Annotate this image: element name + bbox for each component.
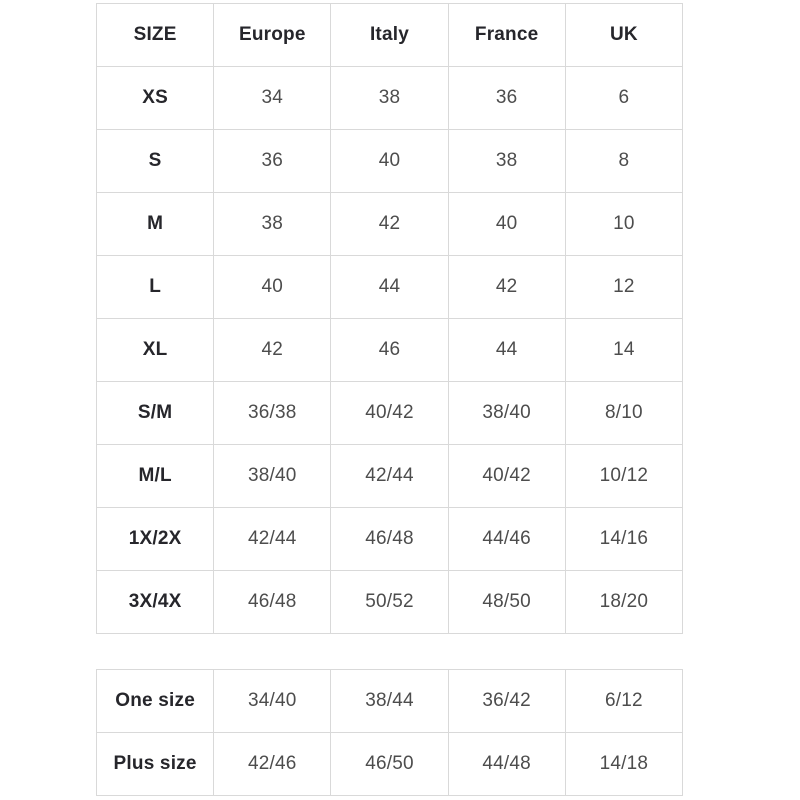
value-cell: 40/42 [331, 382, 448, 445]
table-row [97, 670, 683, 733]
value-cell: 6 [565, 67, 682, 130]
table-row [97, 382, 683, 445]
value-cell: 14/16 [565, 508, 682, 571]
value-cell: 14 [565, 319, 682, 382]
value-cell: 34 [214, 67, 331, 130]
value-cell: 42 [331, 193, 448, 256]
size-label-cell: L [97, 256, 214, 319]
size-label-cell: S/M [97, 382, 214, 445]
column-header: SIZE [97, 4, 214, 67]
value-cell: 14/18 [565, 733, 682, 796]
value-cell: 36/38 [214, 382, 331, 445]
size-label-cell: XS [97, 67, 214, 130]
value-cell: 8/10 [565, 382, 682, 445]
size-label-cell: 3X/4X [97, 571, 214, 634]
value-cell: 46/48 [214, 571, 331, 634]
value-cell: 48/50 [448, 571, 565, 634]
column-header: UK [565, 4, 682, 67]
value-cell: 34/40 [214, 670, 331, 733]
column-header: Europe [214, 4, 331, 67]
value-cell: 44 [448, 319, 565, 382]
table-row [97, 319, 683, 382]
value-cell: 36 [448, 67, 565, 130]
value-cell: 40/42 [448, 445, 565, 508]
table-row [97, 256, 683, 319]
table-row [97, 130, 683, 193]
size-label-cell: M/L [97, 445, 214, 508]
value-cell: 44/48 [448, 733, 565, 796]
value-cell: 42 [214, 319, 331, 382]
size-label-cell: One size [97, 670, 214, 733]
value-cell: 38/40 [214, 445, 331, 508]
value-cell: 10/12 [565, 445, 682, 508]
value-cell: 40 [448, 193, 565, 256]
value-cell: 12 [565, 256, 682, 319]
value-cell: 46 [331, 319, 448, 382]
value-cell: 40 [331, 130, 448, 193]
table-row [97, 508, 683, 571]
size-label-cell: Plus size [97, 733, 214, 796]
value-cell: 44/46 [448, 508, 565, 571]
column-header: France [448, 4, 565, 67]
value-cell: 36/42 [448, 670, 565, 733]
size-conversion-table [96, 3, 683, 634]
value-cell: 42/46 [214, 733, 331, 796]
size-label-cell: M [97, 193, 214, 256]
header-row [97, 4, 683, 67]
value-cell: 8 [565, 130, 682, 193]
value-cell: 42/44 [214, 508, 331, 571]
table-row [97, 193, 683, 256]
value-cell: 44 [331, 256, 448, 319]
one-size-plus-size-table [96, 669, 683, 796]
value-cell: 42 [448, 256, 565, 319]
table-row [97, 571, 683, 634]
table-row [97, 445, 683, 508]
value-cell: 38/40 [448, 382, 565, 445]
value-cell: 6/12 [565, 670, 682, 733]
value-cell: 46/50 [331, 733, 448, 796]
value-cell: 46/48 [331, 508, 448, 571]
table-row [97, 733, 683, 796]
column-header: Italy [331, 4, 448, 67]
value-cell: 10 [565, 193, 682, 256]
value-cell: 50/52 [331, 571, 448, 634]
size-label-cell: XL [97, 319, 214, 382]
value-cell: 18/20 [565, 571, 682, 634]
size-label-cell: 1X/2X [97, 508, 214, 571]
value-cell: 38 [214, 193, 331, 256]
value-cell: 38 [331, 67, 448, 130]
value-cell: 40 [214, 256, 331, 319]
value-cell: 36 [214, 130, 331, 193]
size-label-cell: S [97, 130, 214, 193]
value-cell: 38/44 [331, 670, 448, 733]
value-cell: 42/44 [331, 445, 448, 508]
value-cell: 38 [448, 130, 565, 193]
table-row [97, 67, 683, 130]
